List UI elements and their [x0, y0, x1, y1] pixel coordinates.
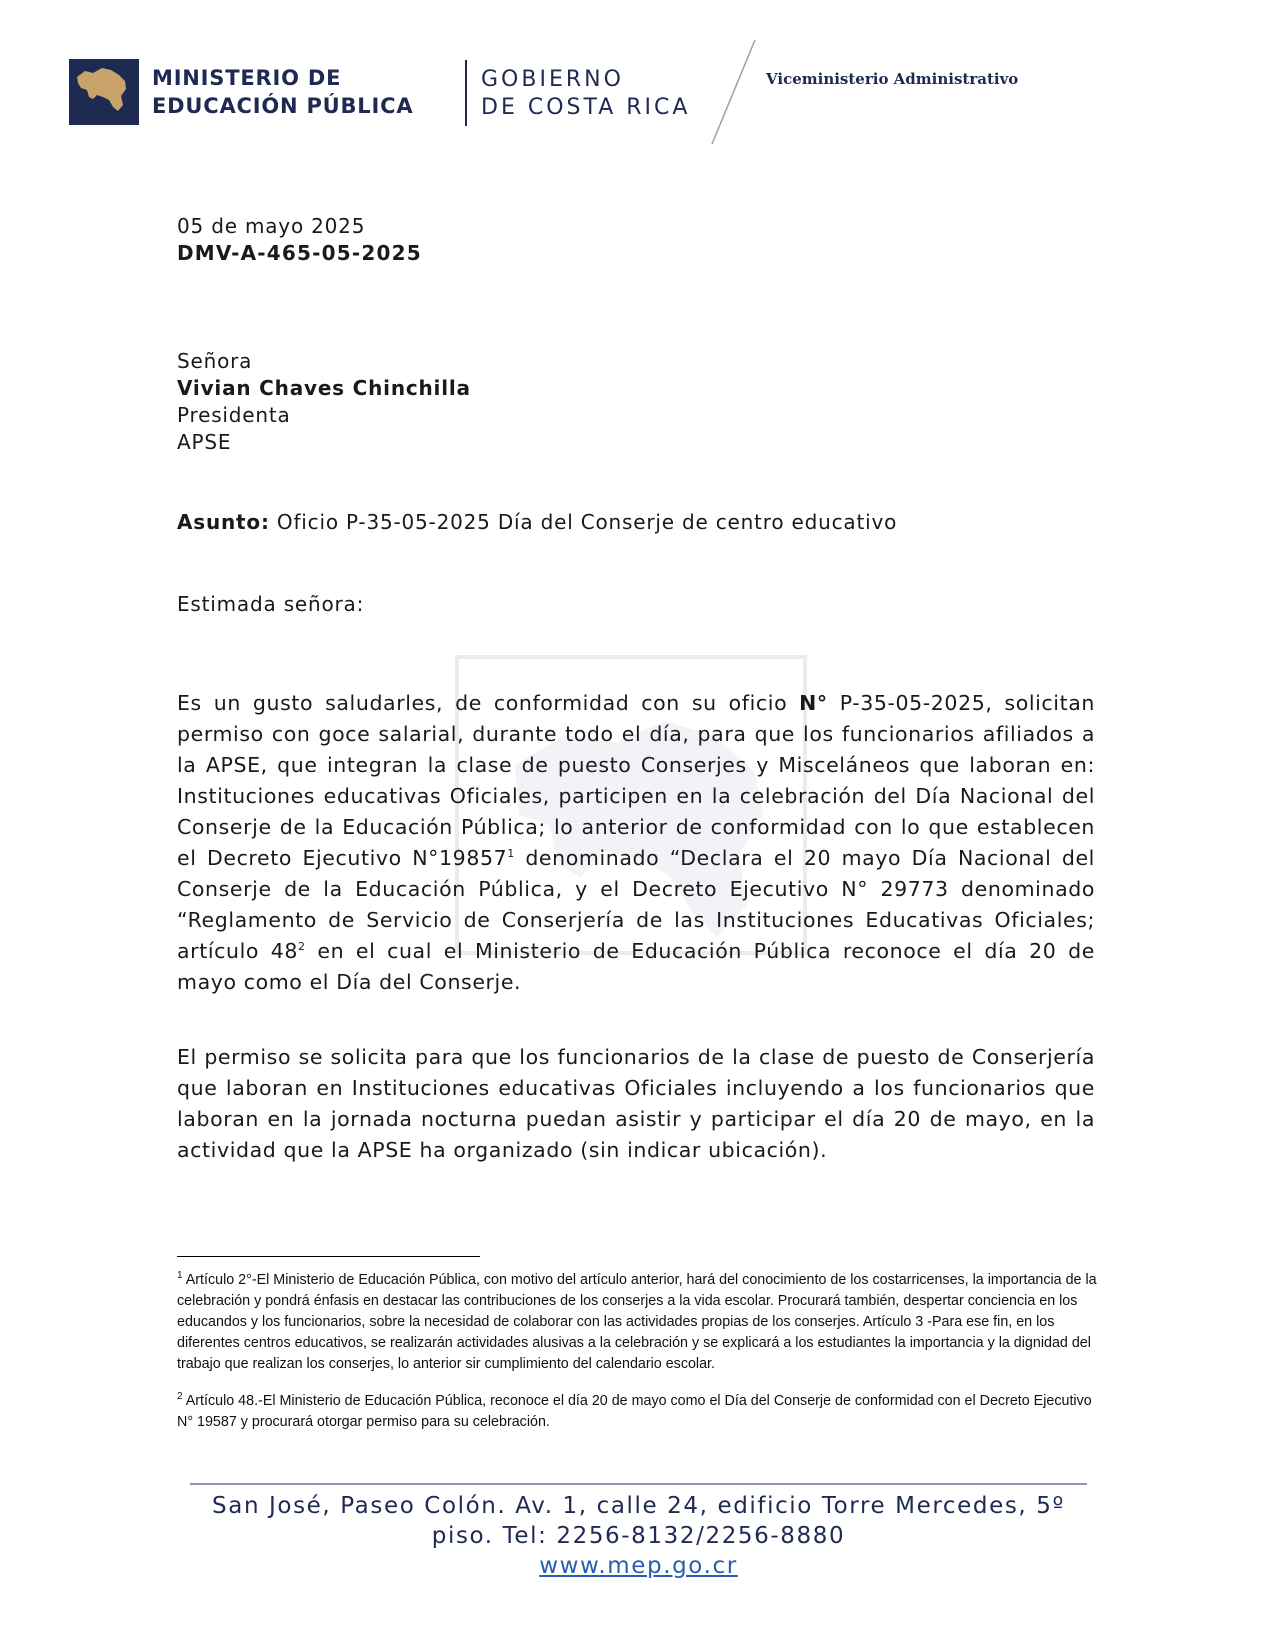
header-divider	[465, 60, 467, 126]
footer-address-line-2: piso. Tel: 2256-8132/2256-8880	[431, 1523, 846, 1549]
ministry-name: MINISTERIO DE EDUCACIÓN PÚBLICA	[152, 66, 414, 118]
footnote-separator	[177, 1256, 480, 1257]
letter-reference: DMV-A-465-05-2025	[177, 241, 422, 265]
footer	[190, 1491, 1087, 1581]
website-link[interactable]: www.mep.go.cr	[539, 1553, 738, 1579]
viceministry-label: Viceministerio Administrativo	[766, 70, 1019, 88]
footnote-ref-1: 1	[507, 847, 515, 861]
greeting: Estimada señora:	[177, 592, 365, 616]
government-name: GOBIERNO DE COSTA RICA	[481, 67, 691, 120]
footnote-1: $^1$ Artículo 2°-El Ministerio de Educación Pública, con motivo del artículo anterior, hará del conocimiento de los costarricenses, la importancia de la celebración y pondrá énfasis en destacar las contribuciones de los conserjes a la vida escolar. Procurará también, despertar conciencia en los educandos y los funcionarios, sobre la necesidad de colaborar con las actividades propias de los conserjes. Artículo 3 -Para ese fin, en los diferentes centros educativos, se realizarán actividades alusivas a la celebración y se explicará a los estudiantes la importancia y la dignidad del trabajo que realizan los conserjes, lo anterior sir cumplimiento del calendario escolar.	[177, 1270, 1097, 1372]
recipient-name: Vivian Chaves Chinchilla	[177, 376, 471, 400]
subject-text: Oficio P-35-05-2025 Día del Conserje de centro educativo	[269, 510, 898, 534]
subject-line	[177, 510, 1117, 534]
letterhead	[0, 0, 1275, 160]
costa-rica-map-logo	[69, 59, 139, 125]
body-paragraph-2: El permiso se solicita para que los funcionarios de la clase de puesto de Conserjería que laboran en Instituciones educativas Oficiales incluyendo a los funcionarios que laboran en la jornada nocturna puedan asistir y participar el día 20 de mayo, en la actividad que la APSE ha organizado (sin indicar ubicación).	[177, 1045, 1095, 1162]
footer-divider	[190, 1483, 1087, 1485]
footnote-2: $^2$ Artículo 48.-El Ministerio de Educación Pública, reconoce el día 20 de mayo como el Día del Conserje de conformidad con el Decreto Ejecutivo N° 19587 y procurará otorgar permiso para su celebración.	[177, 1391, 1092, 1430]
costa-rica-map-icon	[69, 59, 139, 125]
recipient-block	[177, 348, 471, 456]
diagonal-slash	[700, 38, 760, 148]
body-paragraph-1: Es un gusto saludarles, de conformidad con su oficio N° P-35-05-2025, solicitan permiso con goce salarial, durante todo el día, para que los funcionarios afiliados a la APSE, que integran la clase de puesto Conserjes y Misceláneos que laboran en: Instituciones educativas Oficiales, participen en la celebración del Día Nacional del Conserje de la Educación Pública; lo anterior de conformidad con lo que establecen el Decreto Ejecutivo N°19857$^1$ denominado “Declara el 20 mayo Día Nacional del Conserje de la Educación Pública, y el Decreto Ejecutivo N° 29773 denominado “Reglamento de Servicio de Conserjería de las Instituciones Educativas Oficiales; artículo $48^2$ en el cual el Ministerio de Educación Pública reconoce el día 20 de mayo como el Día del Conserje.	[177, 691, 1095, 994]
recipient-role: Presidenta	[177, 403, 291, 427]
subject-label: Asunto:	[177, 510, 270, 534]
footnote-ref-2: 2	[298, 940, 306, 954]
footer-address-line-1: San José, Paseo Colón. Av. 1, calle 24, edificio Torre Mercedes, 5º	[212, 1493, 1065, 1519]
recipient-salutation: Señora	[177, 349, 253, 373]
letter-date: 05 de mayo 2025	[177, 214, 366, 238]
recipient-org: APSE	[177, 430, 232, 454]
footnotes	[177, 1270, 1102, 1449]
